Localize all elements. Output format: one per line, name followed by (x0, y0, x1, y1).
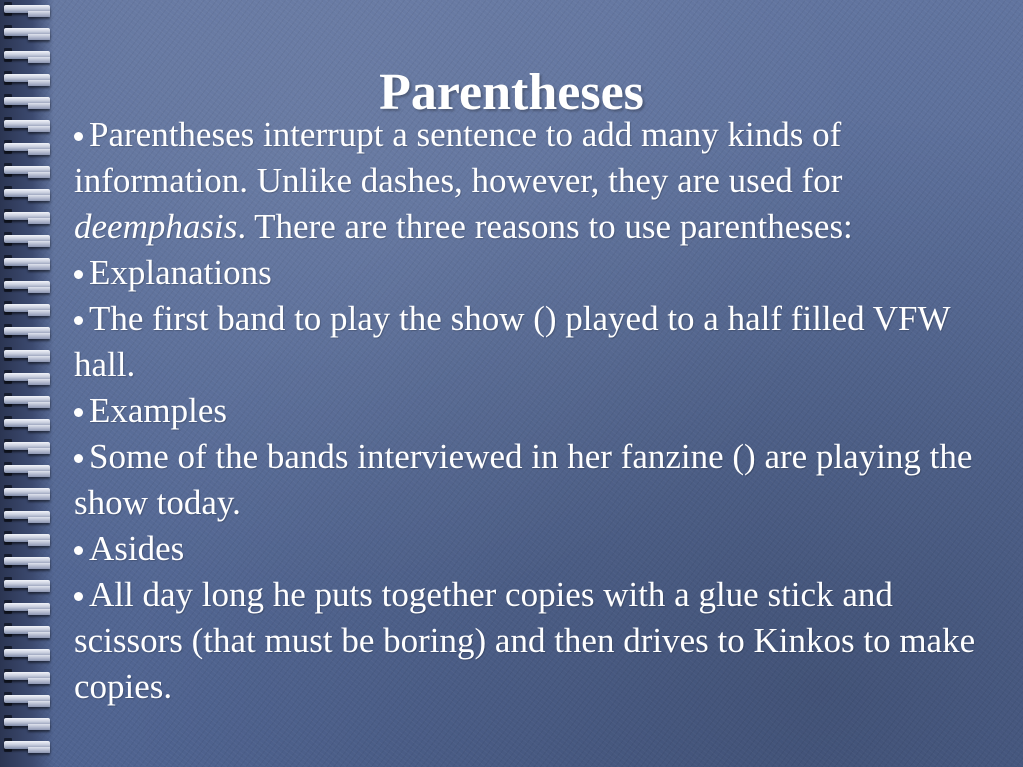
binding-ring (4, 531, 50, 547)
bullet-text: All day long he puts together copies with a glue stick and scissors (that must be boring) and then drives to Kinkos to make copies. (74, 575, 976, 706)
bullet-icon (74, 546, 83, 555)
bullet-asides (74, 526, 999, 572)
bullet-icon (74, 270, 83, 279)
binding-ring (4, 738, 50, 754)
slide-body (74, 112, 999, 710)
bullet-explanation-example (74, 296, 999, 388)
binding-ring (4, 301, 50, 317)
binding-ring (4, 209, 50, 225)
bullet-intro (74, 112, 999, 250)
bullet-asides-example (74, 572, 999, 710)
bullet-icon (74, 316, 83, 325)
intro-emphasis: deemphasis (74, 207, 238, 246)
bullet-icon (74, 408, 83, 417)
bullet-text: Asides (89, 529, 185, 568)
bullet-explanations (74, 250, 999, 296)
binding-ring (4, 416, 50, 432)
bullet-text: Some of the bands interviewed in her fanzine () are playing the show today. (74, 437, 973, 522)
binding-ring (4, 439, 50, 455)
bullet-text: The first band to play the show () played to a half filled VFW hall. (74, 299, 950, 384)
binding-ring (4, 48, 50, 64)
bullet-text: Examples (89, 391, 228, 430)
binding-ring (4, 646, 50, 662)
slide-title: Parentheses (379, 63, 644, 121)
binding-ring (4, 600, 50, 616)
binding-ring (4, 232, 50, 248)
bullet-examples (74, 388, 999, 434)
binding-ring (4, 140, 50, 156)
binding-ring (4, 715, 50, 731)
bullet-icon (74, 592, 83, 601)
bullet-examples-example (74, 434, 999, 526)
binding-ring (4, 25, 50, 41)
binding-ring (4, 255, 50, 271)
binding-ring (4, 163, 50, 179)
binding-ring (4, 508, 50, 524)
binding-ring (4, 692, 50, 708)
binding-ring (4, 393, 50, 409)
binding-ring (4, 554, 50, 570)
binding-ring (4, 347, 50, 363)
intro-text-start: Parentheses interrupt a sentence to add many kinds of information. Unlike dashes, however, they are used for (74, 115, 843, 200)
binding-ring (4, 577, 50, 593)
bullet-icon (74, 132, 83, 141)
binding-ring (4, 669, 50, 685)
binding-ring (4, 186, 50, 202)
binding-ring (4, 2, 50, 18)
binding-ring (4, 324, 50, 340)
binding-ring (4, 485, 50, 501)
binding-ring (4, 278, 50, 294)
bullet-text: Explanations (89, 253, 272, 292)
binding-ring (4, 370, 50, 386)
binding-ring (4, 462, 50, 478)
bullet-icon (74, 454, 83, 463)
intro-text-end: . There are three reasons to use parentheses: (237, 207, 853, 246)
binding-ring (4, 623, 50, 639)
